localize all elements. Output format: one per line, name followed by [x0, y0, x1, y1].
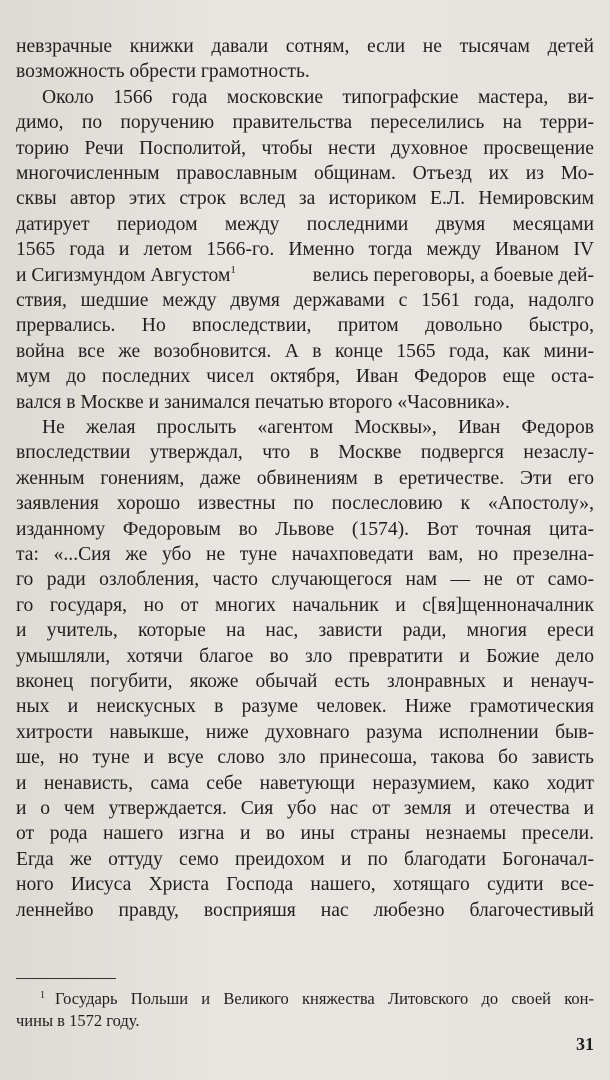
footnote-text: Государь Польши и Великого княжества Литовского до своей кон- [55, 989, 594, 1008]
text-line: невзрачные книжки давали сотням, если не тысячам детей [16, 36, 594, 57]
text-line: вался в Москве и занимался печатью второго «Часовника». [16, 391, 510, 413]
text-line: впоследствии утверждал, что в Москве подвергся незаслу- [16, 442, 594, 464]
text-line: ных и неискусных в разуме человек. Ниже грамотическия [16, 696, 594, 718]
footnote-marker: 1 [40, 990, 45, 1001]
footnote-line [40, 988, 594, 1010]
text-line: датирует периодом между последними двумя месяцами [16, 213, 594, 235]
text-line: возможность обрести грамотность. [16, 61, 310, 83]
text-line: го ради озлобления, часто случающегося нам — не от само- [16, 569, 594, 591]
text-line: вконец погубити, якоже обычай есть злонравных и ненауч- [16, 671, 594, 692]
text-line: торию Речи Посполитой, чтобы нести духовное просвещение [16, 137, 594, 159]
text-line: Егда же оттуду семо преидохом и по благодати Богоначал- [16, 848, 594, 870]
text-line: изданному Федоровым во Львове (1574). Вот точная цита- [16, 518, 594, 540]
text-fragment: и Сигизмундом Августом$^1$ [16, 263, 236, 286]
text-line: го государя, но от многих начальник и с[вя]щенноначалник [16, 594, 594, 616]
text-line-with-footnote [16, 263, 594, 288]
text-line: та: «...Сия же убо не туне начахповедати вам, но презелна- [16, 544, 594, 565]
text-line: женным гонениям, даже обвинениям в еретичестве. Эти его [16, 467, 594, 489]
text-line: мум до последних чисел октября, Иван Федоров еще оста- [16, 366, 594, 388]
text-line: 1565 года и летом 1566-го. Именно тогда между Иваном IV [16, 239, 594, 261]
text-line: многочисленным православным общинам. Отъезд их из Мо- [16, 163, 594, 184]
footnote-line: чины в 1572 году. [16, 1011, 140, 1030]
text-line: ного Иисуса Христа Господа нашего, хотящаго судити все- [16, 874, 594, 896]
text-line: леннейво правду, восприяшя нас любезно благочестивый [16, 899, 594, 921]
text-line: заявления хорошо известны по послесловию к «Апостолу», [16, 493, 594, 515]
text-line: ствия, шедшие между двумя державами с 1561 года, надолго [16, 290, 594, 311]
text-line: и ненависть, сама себе наветующи неразумием, како ходит [16, 772, 594, 794]
text-line: сквы автор этих строк вслед за историком Е.Л. Немировским [16, 188, 594, 210]
footnote-divider [16, 978, 116, 979]
text-line: хитрости навыкше, ниже духовнаго разума исполнении быв- [16, 721, 594, 743]
page-number: 31 [576, 1034, 594, 1054]
text-line: от рода нашего изгна и во ины страны незнаемы пресели. [16, 823, 594, 845]
text-line: война все же возобновится. А в конце 1565 года, как мини- [16, 340, 594, 362]
text-line: прервались. Но впоследствии, притом довольно быстро, [16, 315, 594, 337]
text-line: и учитель, которые на нас, зависти ради, многия ереси [16, 620, 594, 642]
text-fragment: велись переговоры, а боевые дей- [312, 264, 594, 286]
text-line: Не желая прослыть «агентом Москвы», Иван Федоров [42, 417, 594, 438]
text-line: Около 1566 года московские типографские мастера, ви- [42, 86, 594, 108]
text-line: умышляли, хотячи благое во зло превратити и Божие дело [16, 645, 594, 667]
footnote-ref: 1 [230, 263, 236, 276]
text-line: ше, но туне и всуе слово зло принесоша, такова бо зависть [16, 747, 594, 769]
text-line: димо, по поручению правительства переселились на терри- [16, 112, 594, 134]
text-line: и о чем утверждается. Сия убо нас от земля и отечества и [16, 798, 594, 819]
